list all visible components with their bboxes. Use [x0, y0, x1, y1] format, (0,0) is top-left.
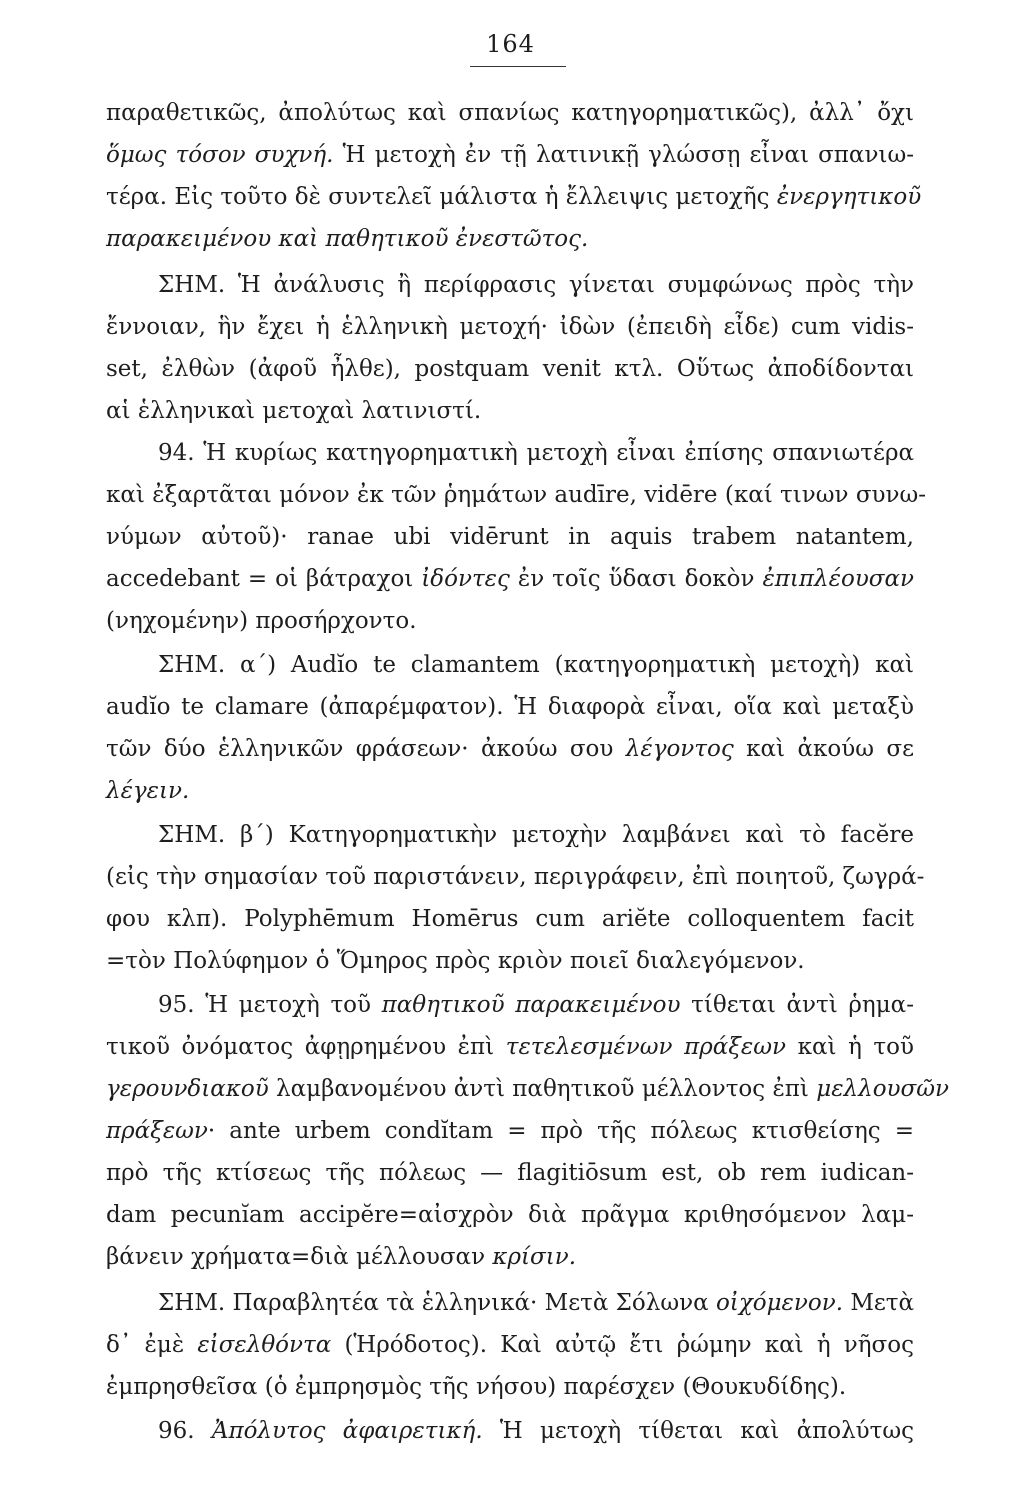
- text-run: τῶν δύο ἑλληνικῶν φράσεων· ἀκούω σου: [106, 736, 626, 762]
- text-line: [106, 734, 914, 764]
- italic-text-run: ἐνεργητικοῦ: [776, 184, 922, 210]
- text-run: λαμβανομένου ἀντὶ παθητικοῦ μέλλοντος ἐπὶ: [268, 1076, 817, 1102]
- text-line: [106, 312, 914, 342]
- italic-text-run: ὅμως τόσον συχνή.: [106, 142, 334, 168]
- text-line: [106, 1372, 914, 1402]
- italic-text-run: λέγοντος: [625, 736, 734, 762]
- text-line: [106, 1116, 914, 1146]
- text-run: audĭo te clamare (ἀπαρέμφατον). Ἡ διαφορὰ εἶναι, οἵα καὶ μεταξὺ: [106, 694, 914, 720]
- text-line: [158, 820, 914, 850]
- text-line: [106, 692, 914, 722]
- text-run: ἐν τοῖς ὕδασι δοκὸν: [509, 566, 763, 592]
- text-run: νύμων αὐτοῦ)· ranae ubi vidērunt in aquis trabem natantem,: [106, 524, 914, 550]
- text-run: ΣΗΜ. Ἡ ἀνάλυσις ἢ περίφρασις γίνεται συμφώνως πρὸς τὴν: [158, 272, 914, 298]
- text-run: (Ἡρόδοτος). Καὶ αὐτῷ ἔτι ῥώμην καὶ ἡ νῆσος: [331, 1332, 914, 1358]
- text-run: πρὸ τῆς κτίσεως τῆς πόλεως — flagitiōsum est, ob rem iudican-: [106, 1160, 914, 1186]
- italic-text-run: οἰχόμενον.: [715, 1290, 844, 1316]
- text-run: καὶ ἀκούω σε: [733, 736, 914, 762]
- italic-text-run: ἐπιπλέουσαν: [762, 566, 915, 592]
- text-run: · ante urbem condĭtam = πρὸ τῆς πόλεως κτισθείσης =: [207, 1118, 914, 1144]
- text-run: τίθεται ἀντὶ ῥημα-: [680, 992, 914, 1018]
- text-run: (νηχομένην) προσήρχοντο.: [106, 608, 417, 634]
- italic-text-run: Ἀπόλυτος ἀφαιρετική.: [211, 1418, 483, 1444]
- italic-text-run: πράξεων: [106, 1118, 208, 1144]
- text-run: φου κλπ). Polyphēmum Homērus cum ariĕte colloquentem facit: [106, 906, 914, 932]
- text-run: 94. Ἡ κυρίως κατηγορηματικὴ μετοχὴ εἶναι ἐπίσης σπανιωτέρα: [158, 440, 914, 466]
- text-line: [106, 564, 914, 594]
- text-line: [158, 1288, 914, 1318]
- text-run: ΣΗΜ. α΄) Audĭo te clamantem (κατηγορηματικὴ μετοχὴ) καὶ: [158, 652, 914, 678]
- italic-text-run: εἰσελθόντα: [197, 1332, 332, 1358]
- text-line: [106, 946, 914, 976]
- text-line: [106, 904, 914, 934]
- text-run: (εἰς τὴν σημασίαν τοῦ παριστάνειν, περιγράφειν, ἐπὶ ποιητοῦ, ζωγρά-: [106, 864, 925, 890]
- text-line: [106, 1330, 914, 1360]
- text-run: τέρα. Εἰς τοῦτο δὲ συντελεῖ μάλιστα ἡ ἔλλειψις μετοχῆς: [106, 184, 777, 210]
- text-run: καὶ ἡ τοῦ: [786, 1034, 914, 1060]
- text-run: dam pecunĭam accipĕre=αἰσχρὸν διὰ πρᾶγμα κριθησόμενον λαμ-: [106, 1202, 914, 1228]
- text-run: τικοῦ ὀνόματος ἀφῃρημένου ἐπὶ: [106, 1034, 506, 1060]
- text-run: καὶ ἐξαρτᾶται μόνον ἐκ τῶν ῥημάτων audīre, vidēre (καί τινων συνω-: [106, 482, 927, 508]
- text-run: ἔννοιαν, ἣν ἔχει ἡ ἑλληνικὴ μετοχή· ἰδὼν (ἐπειδὴ εἶδε) cum vidis-: [106, 314, 914, 340]
- text-run: δ᾽ ἐμὲ: [106, 1332, 198, 1358]
- text-line: [158, 990, 914, 1020]
- text-line: [106, 606, 914, 636]
- italic-text-run: ἰδόντες: [421, 566, 510, 592]
- italic-text-run: τετελεσμένων πράξεων: [505, 1034, 786, 1060]
- text-run: βάνειν χρήματα=διὰ μέλλουσαν: [106, 1244, 493, 1270]
- text-line: [106, 224, 914, 254]
- text-line: [106, 354, 914, 384]
- text-line: [106, 1242, 914, 1272]
- italic-text-run: λέγειν.: [106, 778, 190, 804]
- italic-text-run: μελλουσῶν: [816, 1076, 949, 1102]
- italic-text-run: κρίσιν.: [492, 1244, 577, 1270]
- text-line: [106, 862, 925, 892]
- text-line: [106, 140, 914, 170]
- text-run: ΣΗΜ. Παραβλητέα τὰ ἑλληνικά· Μετὰ Σόλωνα: [158, 1290, 716, 1316]
- text-line: [106, 98, 914, 128]
- text-line: [106, 1158, 914, 1188]
- text-line: [106, 396, 914, 426]
- text-line: [106, 1074, 949, 1104]
- text-line: [158, 1416, 914, 1446]
- page-number-rule: [470, 66, 566, 67]
- text-run: accedebant = οἱ βάτραχοι: [106, 566, 422, 592]
- text-line: [158, 270, 914, 300]
- text-line: [158, 438, 914, 468]
- text-run: παραθετικῶς, ἀπολύτως καὶ σπανίως κατηγορηματικῶς), ἀλλ᾽ ὄχι: [106, 100, 914, 126]
- text-run: 96.: [158, 1418, 212, 1444]
- text-line: [106, 776, 914, 806]
- text-line: [106, 522, 914, 552]
- text-run: ἐμπρησθεῖσα (ὁ ἐμπρησμὸς τῆς νήσου) παρέσχεν (Θουκυδίδης).: [106, 1374, 847, 1400]
- text-run: =τὸν Πολύφημον ὁ Ὅμηρος πρὸς κριὸν ποιεῖ διαλεγόμενον.: [106, 948, 805, 974]
- text-line: [106, 1032, 914, 1062]
- text-run: set, ἐλθὼν (ἀφοῦ ἦλθε), postquam venit κτλ. Οὕτως ἀποδίδονται: [106, 356, 914, 382]
- page-number: 164: [486, 30, 535, 58]
- text-run: ΣΗΜ. β΄) Κατηγορηματικὴν μετοχὴν λαμβάνει καὶ τὸ facĕre: [158, 822, 914, 848]
- text-run: Ἡ μετοχὴ τίθεται καὶ ἀπολύτως: [482, 1418, 914, 1444]
- text-line: [106, 1200, 914, 1230]
- text-line: [158, 650, 914, 680]
- text-run: Ἡ μετοχὴ ἐν τῇ λατινικῇ γλώσσῃ εἶναι σπανιω-: [333, 142, 914, 168]
- text-line: [106, 480, 927, 510]
- text-line: [106, 182, 922, 212]
- italic-text-run: γερουνδιακοῦ: [106, 1076, 269, 1102]
- text-run: 95. Ἡ μετοχὴ τοῦ: [158, 992, 382, 1018]
- text-run: Μετὰ: [843, 1290, 915, 1316]
- text-run: αἱ ἑλληνικαὶ μετοχαὶ λατινιστί.: [106, 398, 482, 424]
- italic-text-run: παρακειμένου καὶ παθητικοῦ ἐνεστῶτος.: [106, 226, 589, 252]
- italic-text-run: παθητικοῦ παρακειμένου: [381, 992, 681, 1018]
